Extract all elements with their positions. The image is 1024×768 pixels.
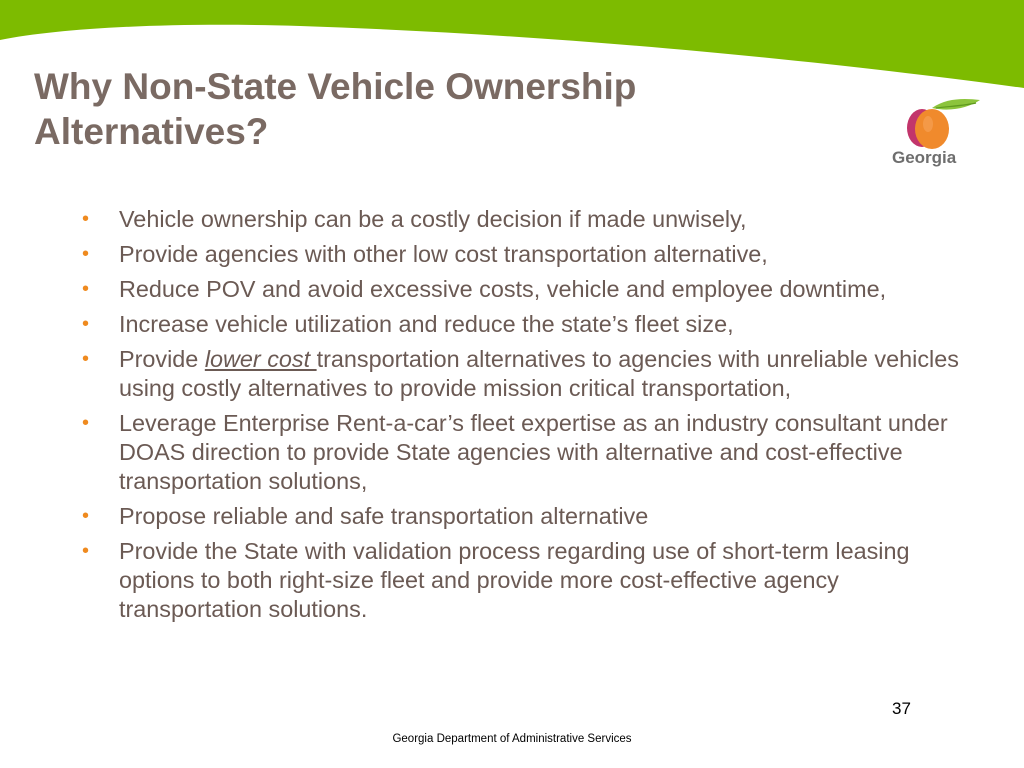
logo-wordmark: Georgia <box>892 148 957 167</box>
bullet-text: Provide the State with validation process regarding use of short-term leasing options to both right-size fleet and provide more cost-effective agency transportation solutions. <box>119 538 910 622</box>
list-item <box>82 502 962 531</box>
page-number: 37 <box>892 699 911 718</box>
title-line-1: Why Non-State Vehicle Ownership <box>34 66 637 107</box>
bullet-marker: • <box>82 412 90 434</box>
bullet-text: Propose reliable and safe transportation alternative <box>119 503 649 529</box>
footer-text: Georgia Department of Administrative Services <box>392 733 632 745</box>
slide-title <box>34 64 794 154</box>
bullet-text-prefix: Provide <box>119 346 205 372</box>
bullet-emphasis: lower cost <box>204 346 317 372</box>
bullet-marker: • <box>82 505 90 527</box>
list-item <box>82 205 962 234</box>
bullet-list <box>82 205 962 630</box>
bullet-marker: • <box>82 348 90 370</box>
bullet-text: Leverage Enterprise Rent-a-car’s fleet expertise as an industry consultant under DOAS direction to provide State agencies with alternative and cost-effective transportation solutions, <box>119 410 948 494</box>
list-item <box>82 537 962 624</box>
bullet-text: Reduce POV and avoid excessive costs, vehicle and employee downtime, <box>119 276 887 302</box>
list-item <box>82 310 962 339</box>
bullet-marker: • <box>82 243 90 265</box>
bullet-marker: • <box>82 313 90 335</box>
bullet-marker: • <box>82 208 90 230</box>
title-line-2: Alternatives? <box>34 111 269 152</box>
bullet-text-suffix: transportation alternatives to agencies with unreliable vehicles using costly alternatives to provide mission critical transportation, <box>119 346 959 401</box>
bullet-marker: • <box>82 540 90 562</box>
list-item <box>82 345 962 403</box>
list-item <box>82 275 962 304</box>
list-item <box>82 240 962 269</box>
list-item <box>82 409 962 496</box>
bullet-text: Increase vehicle utilization and reduce the state’s fleet size, <box>119 311 734 337</box>
bullet-text: Vehicle ownership can be a costly decision if made unwisely, <box>119 206 747 232</box>
bullet-marker: • <box>82 278 90 300</box>
bullet-text: Provide agencies with other low cost transportation alternative, <box>119 241 768 267</box>
